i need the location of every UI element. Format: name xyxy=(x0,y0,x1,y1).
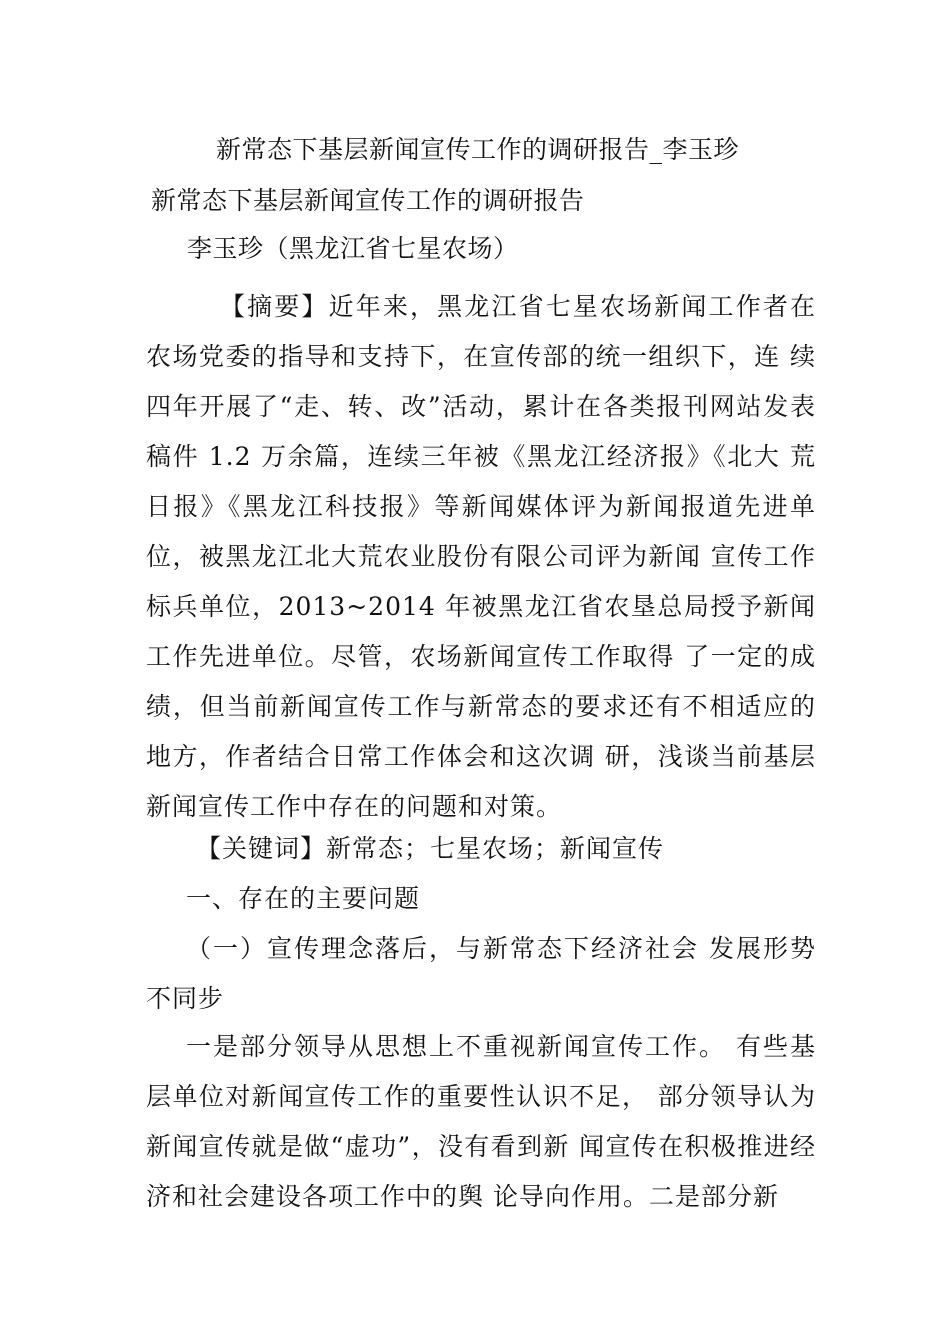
article-title: 新常态下基层新闻宣传工作的调研报告 xyxy=(151,186,585,215)
keywords-paragraph: 【关键词】新常态；七星农场；新闻宣传 xyxy=(196,834,665,863)
subsection-heading: （一）宣传理念落后，与新常态下经济社会 发展形势不同步 xyxy=(146,934,816,1013)
body-paragraph: 一是部分领导从思想上不重视新闻宣传工作。 有些基层单位对新闻宣传工作的重要性认识不足， 部分领导认为新闻宣传就是做“虚功”，没有看到新 闻宣传在积极推进经济和社会建设各项工作中的舆 论导向作用。二是部分新 xyxy=(146,1032,816,1211)
abstract-paragraph: 【摘要】近年来，黑龙江省七星农场新闻工作者在农场党委的指导和支持下，在宣传部的统一组织下，连 续四年开展了“走、转、改”活动，累计在各类报刊网站发表稿件 1.2 万余篇，连续三年被《黑龙江经济报》《北大 荒日报》《黑龙江科技报》等新闻媒体评为新闻报道先进单位，被黑龙江北大荒农业股份有限公司评为新闻 宣传工作标兵单位，2013~2014 年被黑龙江省农垦总局授予新闻工作先进单位。尽管，农场新闻宣传工作取得 了一定的成绩，但当前新闻宣传工作与新常态的要求还有不相适应的地方，作者结合日常工作体会和这次调 研，浅谈当前基层新闻宣传工作中存在的问题和对策。 xyxy=(146,292,816,821)
document-title: 新常态下基层新闻宣传工作的调研报告_李玉珍 xyxy=(216,135,740,164)
author-line: 李玉珍（黑龙江省七星农场） xyxy=(187,234,519,263)
section-heading: 一、存在的主要问题 xyxy=(186,884,421,913)
